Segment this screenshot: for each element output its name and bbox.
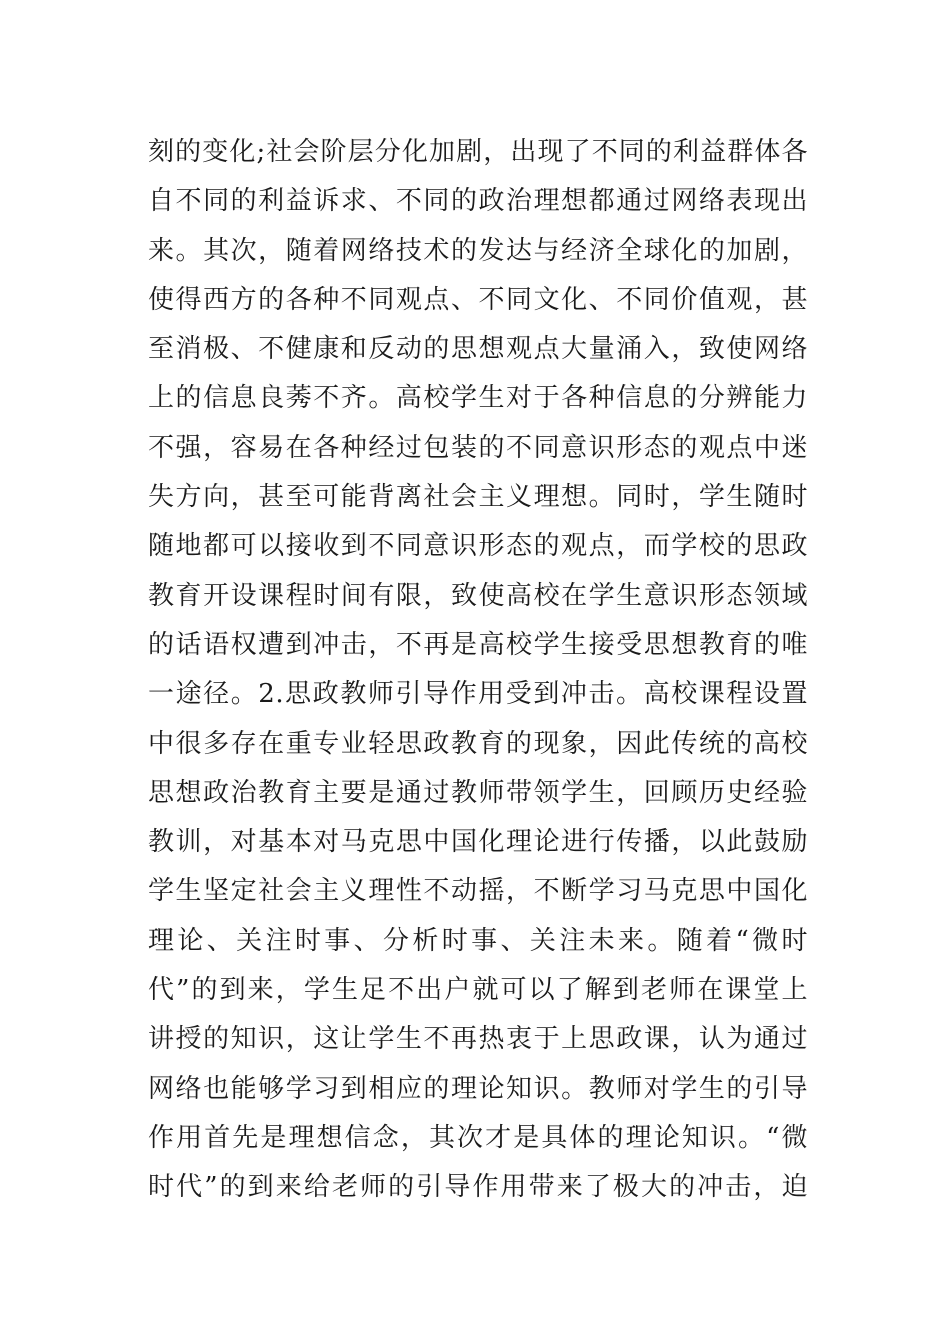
text-line: 随地都可以接收到不同意识形态的观点，而学校的思政 bbox=[148, 531, 808, 562]
text-line: 讲授的知识，这让学生不再热衷于上思政课，认为通过 bbox=[148, 1024, 808, 1055]
text-line: 时代”的到来给老师的引导作用带来了极大的冲击，迫 bbox=[148, 1172, 808, 1203]
text-line: 失方向，甚至可能背离社会主义理想。同时，学生随时 bbox=[148, 482, 808, 513]
text-line: 的话语权遭到冲击，不再是高校学生接受思想教育的唯 bbox=[148, 629, 808, 660]
text-line: 来。其次，随着网络技术的发达与经济全球化的加剧， bbox=[148, 235, 808, 266]
text-line: 使得西方的各种不同观点、不同文化、不同价值观，甚 bbox=[148, 284, 808, 315]
text-line: 刻的变化;社会阶层分化加剧，出现了不同的利益群体各 bbox=[148, 137, 808, 167]
text-line: 不强，容易在各种经过包装的不同意识形态的观点中迷 bbox=[148, 432, 808, 463]
text-line: 上的信息良莠不齐。高校学生对于各种信息的分辨能力 bbox=[148, 383, 808, 414]
text-line: 自不同的利益诉求、不同的政治理想都通过网络表现出 bbox=[148, 186, 808, 217]
text-line: 学生坚定社会主义理性不动摇，不断学习马克思中国化 bbox=[148, 876, 808, 907]
text-line: 教训，对基本对马克思中国化理论进行传播，以此鼓励 bbox=[148, 827, 808, 858]
body-paragraph bbox=[148, 128, 808, 1213]
text-line: 网络也能够学习到相应的理论知识。教师对学生的引导 bbox=[148, 1073, 808, 1104]
text-line: 理论、关注时事、分析时事、关注未来。随着“微时 bbox=[148, 925, 808, 956]
text-line: 中很多存在重专业轻思政教育的现象，因此传统的高校 bbox=[148, 728, 808, 759]
text-line: 作用首先是理想信念，其次才是具体的理论知识。“微 bbox=[148, 1122, 808, 1153]
text-line: 教育开设课程时间有限，致使高校在学生意识形态领域 bbox=[148, 580, 808, 611]
text-line: 思想政治教育主要是通过教师带领学生，回顾历史经验 bbox=[148, 777, 808, 808]
text-line: 至消极、不健康和反动的思想观点大量涌入，致使网络 bbox=[148, 334, 808, 365]
text-line: 一途径。2.思政教师引导作用受到冲击。高校课程设置 bbox=[148, 679, 808, 710]
text-line: 代”的到来，学生足不出户就可以了解到老师在课堂上 bbox=[148, 975, 808, 1006]
